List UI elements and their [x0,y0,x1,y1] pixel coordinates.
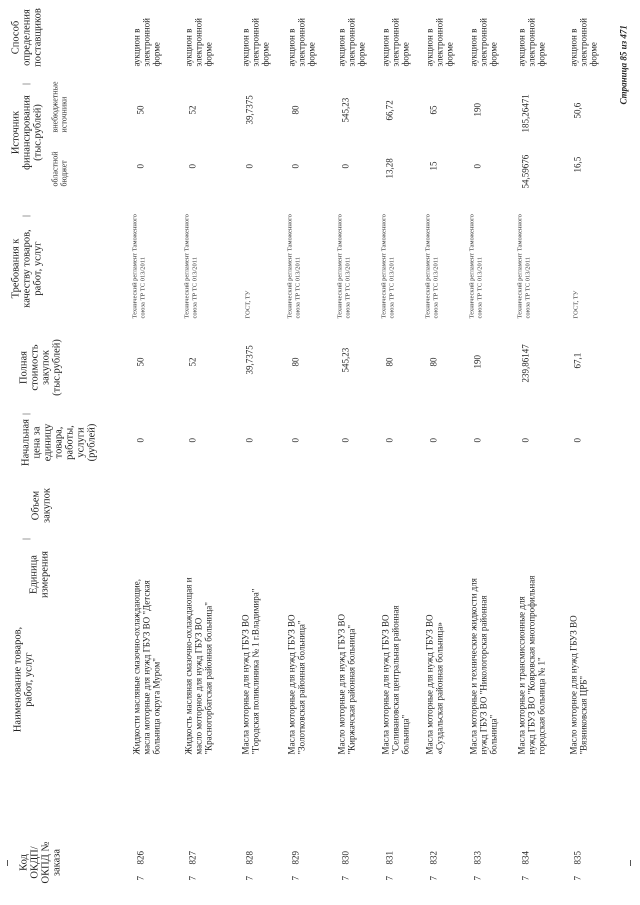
row-extra: 80 [290,105,301,115]
header-requirements: Требования к качеству товаров, работ, услуг [10,229,44,308]
row-requirements: ГОСТ, ТУ [572,290,580,319]
row-name: Масла моторные для нужд ГБУЗ ВО "Городская поликлиника № 1 г.Владимира" [240,588,261,755]
row-price: 0 [520,438,531,443]
row-price: 0 [340,438,351,443]
row-method: аукцион в электронной форме [568,18,599,67]
row-price: 0 [428,438,439,443]
header-source-budget: областной бюджет [50,151,69,187]
page-number: Страница 85 из 471 [618,25,629,105]
row-name: Жидкости масляные смазочно-охлаждающие, масла моторные для нужд ГБУЗ ВО "Детская больница округа Муром" [131,579,162,755]
row-method: аукцион в электронной форме [131,18,162,67]
row-method: аукцион в электронной форме [424,18,455,67]
row-number: 829 [290,851,301,865]
row-number: 835 [572,851,583,865]
row-extra: 66,72 [384,100,395,121]
row-price: 0 [187,438,198,443]
row-requirements: ГОСТ, ТУ [244,290,252,319]
row-total: 50 [135,357,146,367]
row-extra: 545,23 [340,97,351,123]
row-name: Жидкость масляная смазочно-охлаждающая и масло моторное для нужд ГБУЗ ВО "Красногорбатская районная больница" [183,577,214,755]
row-prefix: 7 [384,876,395,881]
row-budget: 0 [472,164,483,169]
row-prefix: 7 [290,876,301,881]
row-requirements: Технический регламент Таможенного союза ТР ТС 013/2011 [424,214,440,319]
row-name: Масло моторное для нужд ГБУЗ ВО "Вязниковская ЦРБ" [568,615,589,755]
row-method: аукцион в электронной форме [336,18,367,67]
header-price: Начальная цена за единицу товара, работы, услуги (рублей) [20,419,98,466]
row-extra: 65 [428,105,439,115]
row-requirements: Технический регламент Таможенного союза ТР ТС 013/2011 [468,214,484,319]
row-budget: 0 [244,164,255,169]
row-prefix: 7 [428,876,439,881]
row-number: 828 [244,851,255,865]
row-budget: 0 [187,164,198,169]
row-number: 831 [384,851,395,865]
row-prefix: 7 [135,876,146,881]
row-method: аукцион в электронной форме [183,18,214,67]
row-budget: 54,59676 [520,154,531,189]
row-method: аукцион в электронной форме [380,18,411,67]
row-name: Масла моторные для нужд ГБУЗ ВО «Суздальская районная больница» [424,614,445,755]
row-method: аукцион в электронной форме [286,18,317,67]
row-number: 827 [187,851,198,865]
row-name: Масла моторные и трансмиссионные для нужд ГБУЗ ВО "Ковровская многопрофильная городская больница № 1" [516,575,547,755]
row-number: 834 [520,851,531,865]
row-prefix: 7 [244,876,255,881]
row-extra: 190 [472,103,483,117]
row-method: аукцион в электронной форме [516,18,547,67]
scan-mark [7,860,8,866]
row-total: 39,7375 [244,345,255,375]
row-prefix: 7 [520,876,531,881]
row-total: 52 [187,357,198,367]
row-number: 833 [472,851,483,865]
row-total: 67,1 [572,352,583,369]
row-price: 0 [384,438,395,443]
header-source: Источник финансирования (тыс.рублей) [10,95,44,170]
row-method: аукцион в электронной форме [468,18,499,67]
row-price: 0 [244,438,255,443]
row-budget: 13,28 [384,158,395,179]
row-name: Масла моторные и технические жидкости для нужд ГБУЗ ВО "Никологорская районная больница" [468,578,499,755]
row-price: 0 [472,438,483,443]
row-name: Масло моторные для нужд ГБУЗ ВО "Киржачская районная больница" [336,613,357,755]
row-total: 545,23 [340,347,351,373]
row-prefix: 7 [472,876,483,881]
row-method: аукцион в электронной форме [240,18,271,67]
column-separator [23,216,31,217]
row-extra: 50 [135,105,146,115]
row-budget: 0 [340,164,351,169]
row-requirements: Технический регламент Таможенного союза ТР ТС 013/2011 [380,214,396,319]
row-prefix: 7 [572,876,583,881]
row-requirements: Технический регламент Таможенного союза ТР ТС 013/2011 [336,214,352,319]
row-price: 0 [135,438,146,443]
header-unit: Единица измерения [28,551,51,598]
row-requirements: Технический регламент Таможенного союза ТР ТС 013/2011 [286,214,302,319]
row-name: Масла моторные для нужд ГБУЗ ВО "Золотковская районная больница" [286,614,307,755]
row-price: 0 [572,438,583,443]
column-separator [23,539,31,540]
row-extra: 185,26471 [520,94,531,133]
row-requirements: Технический регламент Таможенного союза ТР ТС 013/2011 [183,214,199,319]
row-number: 832 [428,851,439,865]
row-budget: 0 [135,164,146,169]
header-total: Полная стоимость закупок (тыс.рублей) [18,339,63,396]
scan-mark [630,860,631,866]
row-requirements: Технический регламент Таможенного союза ТР ТС 013/2011 [516,214,532,319]
header-method: Способ определения поставщиков [10,8,44,67]
row-budget: 15 [428,161,439,171]
row-number: 826 [135,851,146,865]
row-total: 80 [384,357,395,367]
header-source-extra: внебюджетные источники [50,81,69,133]
header-volume: Объем закупок [30,488,53,523]
row-total: 80 [290,357,301,367]
row-extra: 50,6 [572,102,583,119]
row-extra: 39,7375 [244,95,255,125]
row-price: 0 [290,438,301,443]
row-total: 239,86147 [520,344,531,383]
row-total: 80 [428,357,439,367]
row-extra: 52 [187,105,198,115]
header-code: Код ОКДП/ ОКПД № заказа [18,841,63,884]
row-number: 830 [340,851,351,865]
row-prefix: 7 [187,876,198,881]
row-requirements: Технический регламент Таможенного союза ТР ТС 013/2011 [131,214,147,319]
row-prefix: 7 [340,876,351,881]
rotated-table [1,0,640,905]
row-budget: 16,5 [572,156,583,173]
header-name: Наименование товаров, работ, услуг [12,626,35,733]
row-budget: 0 [290,164,301,169]
row-name: Масла моторные для нужд ГБУЗ ВО "Селивановская центральная районная больница" [380,605,411,755]
row-total: 190 [472,355,483,369]
